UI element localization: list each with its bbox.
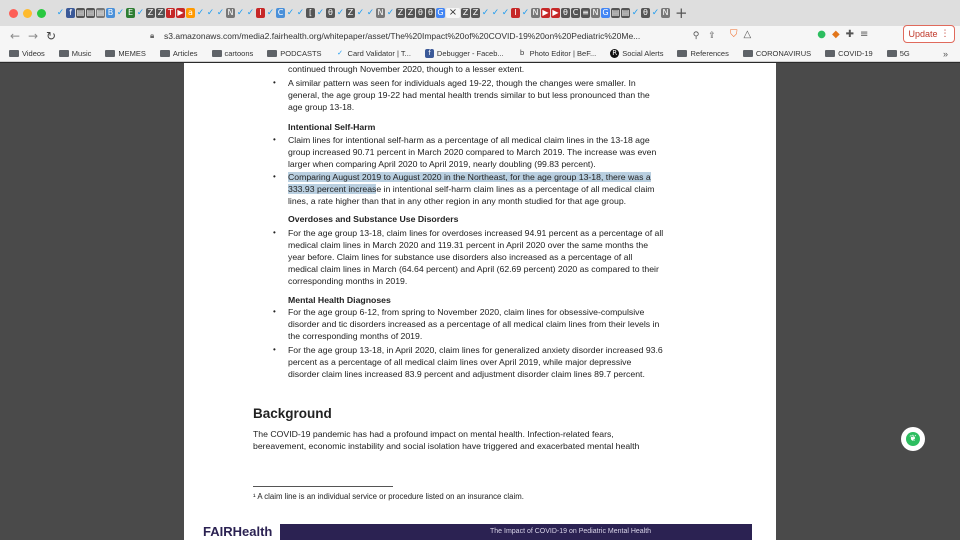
tab-icon[interactable]: I: [511, 8, 520, 18]
bookmark-memes[interactable]: [105, 49, 146, 58]
twitter-tab-icon[interactable]: ✓: [216, 8, 225, 18]
twitter-tab-icon[interactable]: ✓: [296, 8, 305, 18]
forward-button[interactable]: →: [27, 29, 39, 43]
tab-icon[interactable]: N: [532, 8, 539, 17]
text-line: For the age group 13-18, in April 2020, claim lines for generalized anxiety disorder increased 93.6: [288, 345, 663, 355]
selected-text-line[interactable]: [288, 183, 655, 195]
share-icon[interactable]: ⇪: [708, 31, 716, 41]
twitter-tab-icon[interactable]: ✓: [246, 8, 255, 18]
tab-icon[interactable]: C: [572, 8, 579, 17]
text-line: percent as a percentage of all medical claim lines over April 2019, while major depressive: [288, 357, 632, 367]
reload-button[interactable]: ↻: [45, 29, 57, 43]
tab-icon[interactable]: ▶: [552, 8, 559, 17]
twitter-tab-icon[interactable]: ✓: [481, 8, 490, 18]
bookmark-label: cartoons: [224, 49, 254, 58]
bookmark-covid-19[interactable]: [825, 49, 873, 58]
footnote-divider: [253, 486, 393, 487]
update-label: Update: [908, 29, 938, 39]
section-heading: Overdoses and Substance Use Disorders: [288, 214, 459, 224]
fairhealth-logo: FAIRHealth: [203, 524, 273, 539]
bookmark-references[interactable]: [677, 49, 728, 58]
folder-icon: [267, 50, 277, 57]
bookmark-coronavirus[interactable]: [743, 49, 811, 58]
back-button[interactable]: ←: [9, 29, 21, 43]
bookmark-videos[interactable]: [9, 49, 45, 58]
tab-icon[interactable]: Z: [397, 8, 404, 17]
text-line: A similar pattern was seen for individuals aged 19-22, though the changes were smaller. In: [288, 78, 636, 88]
twitter-tab-icon[interactable]: ✓: [386, 8, 395, 18]
bullet-icon: •: [273, 307, 276, 316]
folder-icon: [212, 50, 222, 57]
bookmark-label: Debugger - Faceb...: [436, 49, 504, 58]
folder-icon: [105, 50, 115, 57]
tab-icon[interactable]: Z: [407, 8, 414, 17]
text-line: year before. Claim lines for substance use disorders also increased as a percentage of all: [288, 252, 633, 262]
twitter-tab-icon[interactable]: ✓: [206, 8, 215, 18]
twitter-icon: ✓: [337, 49, 343, 57]
evernote-extension-icon[interactable]: ●: [817, 29, 826, 40]
tab-icon[interactable]: E: [127, 8, 134, 17]
evernote-clipper-button[interactable]: [901, 427, 925, 451]
section-heading: Intentional Self-Harm: [288, 122, 376, 132]
more-vertical-icon: ⋮: [940, 29, 950, 39]
bookmark-label: Card Validator | T...: [347, 49, 411, 58]
tab-icon[interactable]: θ: [641, 8, 650, 18]
bookmark-label: CORONAVIRUS: [755, 49, 812, 58]
twitter-tab-icon[interactable]: ✓: [286, 8, 295, 18]
tab-icon[interactable]: θ: [426, 8, 435, 18]
evernote-icon: ❦: [906, 432, 920, 446]
tab-icon[interactable]: ▤: [621, 8, 630, 17]
bookmark-5g[interactable]: [887, 49, 910, 58]
minimize-window-button[interactable]: [23, 9, 32, 18]
bookmark-label: Photo Editor | BeF...: [529, 49, 597, 58]
tab-icon[interactable]: ≡: [582, 8, 589, 17]
page-footer: [280, 524, 752, 540]
twitter-tab-icon[interactable]: ✓: [316, 8, 325, 18]
metamask-icon[interactable]: ◆: [831, 29, 840, 40]
tab-icon[interactable]: Z: [462, 8, 469, 17]
text-line: the corresponding months of 2019.: [288, 331, 423, 341]
bullet-icon: •: [273, 135, 276, 144]
puzzle-icon[interactable]: ✚: [845, 29, 855, 40]
twitter-tab-icon[interactable]: ✓: [266, 8, 275, 18]
text-line: group increased 90.71 percent in March 2020 compared to March 2019. The increase was even: [288, 147, 657, 157]
bookmark-label: 5G: [899, 49, 910, 58]
tab-icon[interactable]: f: [66, 8, 75, 18]
bookmark-label: COVID-19: [838, 49, 873, 58]
folder-icon: [825, 50, 835, 57]
text-line: lines, a rate higher than that in any other region in any month studied for that age group.: [288, 196, 627, 206]
extension-icons: [730, 29, 868, 40]
folder-icon: [9, 50, 19, 57]
text-line: For the age group 13-18, claim lines for overdoses increased 94.91 percent as a percentage of all: [288, 228, 664, 238]
tab-icon[interactable]: θ: [416, 8, 425, 18]
menu-lines-icon[interactable]: ≡: [860, 29, 869, 40]
twitter-tab-icon[interactable]: ✓: [521, 8, 530, 18]
text-line: general, the age group 19-22 had mental health trends similar to but less pronounced than the: [288, 90, 650, 100]
text-line: corresponding months in 2019.: [288, 276, 408, 286]
twitter-tab-icon[interactable]: ✓: [366, 8, 375, 18]
text-line: disorder and tic disorders increased as a percentage of all medical claim lines from their levels in: [288, 319, 660, 329]
text-line: medical claim lines in March 2020 and 119.31 percent in April 2020 over the same months the: [288, 240, 649, 250]
browser-toolbar: [0, 26, 960, 46]
tab-icon[interactable]: ▤: [96, 8, 105, 17]
befunky-icon: b: [519, 49, 525, 57]
twitter-tab-icon[interactable]: ✓: [491, 8, 500, 18]
tab-icon[interactable]: ▶: [542, 8, 549, 17]
maximize-window-button[interactable]: [37, 9, 46, 18]
tab-icon[interactable]: ▤: [611, 8, 620, 17]
tab-icon[interactable]: ▶: [177, 8, 184, 17]
facebook-icon: f: [425, 49, 434, 58]
bookmarks-bar: [0, 46, 960, 62]
folder-icon: [677, 50, 687, 57]
bookmark-photo-editor[interactable]: [518, 49, 597, 58]
bookmark-cartoons[interactable]: [212, 49, 254, 58]
twitter-tab-icon[interactable]: ✓: [356, 8, 365, 18]
social-alerts-icon: R: [610, 49, 619, 58]
address-bar[interactable]: [150, 28, 720, 44]
google-tab-icon[interactable]: G: [437, 8, 444, 17]
tab-icon[interactable]: ▤: [76, 8, 85, 17]
twitter-tab-icon[interactable]: ✓: [631, 8, 640, 18]
selected-text-line[interactable]: [288, 171, 651, 183]
bookmark-articles[interactable]: [160, 49, 198, 58]
tab-icon[interactable]: ▤: [86, 8, 95, 17]
tab-icon[interactable]: T: [166, 8, 175, 18]
bookmark-label: Videos: [22, 49, 45, 58]
tab-close-icon[interactable]: ×: [446, 8, 460, 18]
update-button[interactable]: [903, 25, 955, 43]
url-text[interactable]: s3.amazonaws.com/media2.fairhealth.org/whitepaper/asset/The%20Impact%20of%20COVID-19%20on%20Pediatric%20Me...: [164, 31, 641, 41]
twitter-tab-icon[interactable]: ✓: [136, 8, 145, 18]
folder-icon: [59, 50, 69, 57]
folder-icon: [887, 50, 897, 57]
bookmark-label: PODCASTS: [280, 49, 322, 58]
bullet-icon: •: [273, 345, 276, 354]
twitter-tab-icon[interactable]: ✓: [116, 8, 125, 18]
section-heading: Mental Health Diagnoses: [288, 295, 391, 305]
twitter-tab-icon[interactable]: ✓: [651, 8, 660, 18]
text-line: medical claim lines in March (64.64 percent) and April (62.69 percent) 2020 as compared to their: [288, 264, 659, 274]
amazon-tab-icon[interactable]: a: [186, 8, 195, 18]
background-heading: Background: [253, 406, 332, 421]
bookmark-podcasts[interactable]: [267, 49, 321, 58]
tab-icon[interactable]: I: [256, 8, 265, 18]
pdf-viewer[interactable]: [0, 63, 960, 540]
tab-favicons: [56, 4, 936, 22]
pdf-page: [184, 63, 776, 540]
bookmark-label: Music: [71, 49, 92, 58]
close-window-button[interactable]: [9, 9, 18, 18]
bookmark-label: MEMES: [118, 49, 146, 58]
tab-strip: [0, 0, 960, 26]
bookmark-social-alerts[interactable]: [610, 49, 663, 58]
twitter-tab-icon[interactable]: ✓: [336, 8, 345, 18]
text-line: disorder claim lines increased 83.9 percent and adjustment disorder claim lines 89.7 percent.: [288, 369, 645, 379]
text-selection[interactable]: Comparing August 2019 to August 2020 in the Northeast, for the age group 13-18, there was a: [288, 172, 651, 182]
text-line: For the age group 6-12, from spring to November 2020, claim lines for obsessive-compulsive: [288, 307, 645, 317]
text-line: larger when comparing April 2020 to April 2019, nearly doubling (99.83 percent).: [288, 159, 596, 169]
folder-icon: [743, 50, 753, 57]
tab-icon[interactable]: B: [107, 8, 114, 17]
google-tab-icon[interactable]: G: [602, 8, 609, 17]
tab-icon[interactable]: Z: [147, 8, 154, 17]
tab-icon[interactable]: θ: [326, 8, 335, 18]
tab-icon[interactable]: Z: [347, 8, 354, 17]
tab-icon[interactable]: θ: [561, 8, 570, 18]
tab-icon[interactable]: [: [306, 8, 315, 18]
footnote: ¹ A claim line is an individual service or procedure listed on an insurance claim.: [253, 492, 524, 501]
bookmark-label: Social Alerts: [622, 49, 664, 58]
footer-title: The Impact of COVID-19 on Pediatric Mental Health: [490, 528, 652, 535]
zoom-icon[interactable]: ⚲: [692, 31, 700, 41]
text-line: continued through November 2020, though to a lesser extent.: [288, 64, 525, 74]
brave-shield-icon[interactable]: ⛉: [730, 29, 738, 40]
lock-icon: 🔒︎: [150, 31, 155, 40]
tab-icon[interactable]: Z: [472, 8, 479, 17]
tab-icon[interactable]: N: [592, 8, 599, 17]
tab-icon[interactable]: N: [662, 8, 669, 17]
bookmark-label: References: [690, 49, 729, 58]
twitter-tab-icon[interactable]: ✓: [56, 8, 65, 18]
bullet-icon: •: [273, 78, 276, 87]
text-line: The COVID-19 pandemic has had a profound impact on mental health. Infection-related fears,: [253, 429, 614, 439]
tab-icon[interactable]: Z: [157, 8, 164, 17]
bookmark-debugger[interactable]: [425, 49, 504, 58]
twitter-tab-icon[interactable]: ✓: [236, 8, 245, 18]
bullet-icon: •: [273, 228, 276, 237]
twitter-tab-icon[interactable]: ✓: [501, 8, 510, 18]
folder-icon: [160, 50, 170, 57]
brave-rewards-icon[interactable]: △: [743, 29, 752, 40]
text-line: Claim lines for intentional self-harm as a percentage of all medical claim lines in the 13-18 age: [288, 135, 650, 145]
text-span: e in intentional self-harm claim lines as a percentage of all medical claim: [376, 184, 655, 194]
bookmark-card-validator[interactable]: [336, 49, 411, 58]
bookmark-music[interactable]: [59, 49, 92, 58]
text-line: bereavement, economic instability and social isolation have triggered and exacerbated mental health: [253, 441, 640, 451]
tab-icon[interactable]: C: [277, 8, 284, 17]
tab-icon[interactable]: N: [377, 8, 384, 17]
tab-icon[interactable]: N: [227, 8, 234, 17]
text-selection[interactable]: 333.93 percent increas: [288, 184, 377, 194]
bookmark-label: Articles: [172, 49, 198, 58]
twitter-tab-icon[interactable]: ✓: [196, 8, 205, 18]
bullet-icon: •: [273, 172, 276, 181]
window-controls: [9, 9, 46, 18]
text-line: age group 13-18.: [288, 102, 355, 112]
new-tab-button[interactable]: +: [675, 4, 688, 22]
more-bookmarks-icon[interactable]: »: [942, 48, 948, 59]
